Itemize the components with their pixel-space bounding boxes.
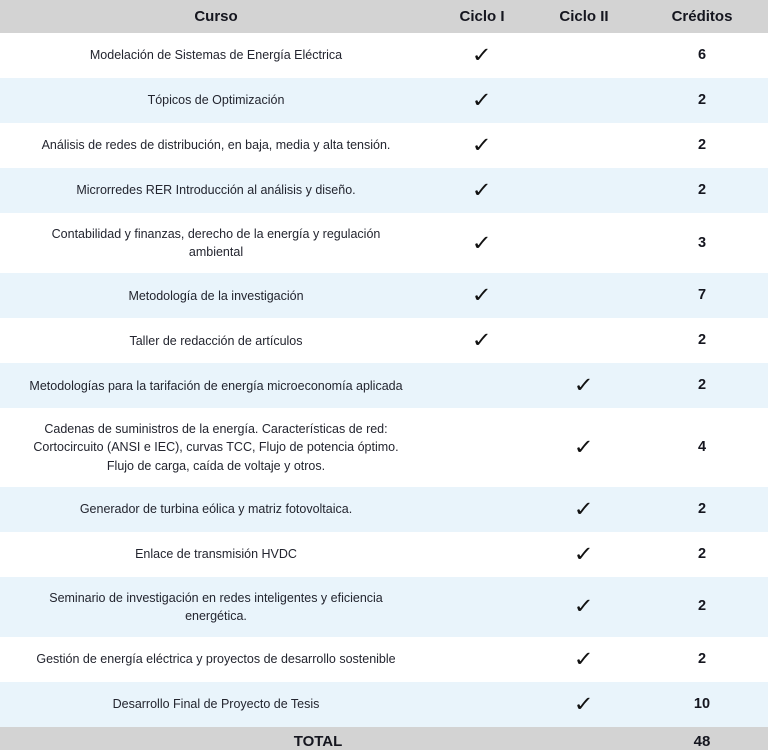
- table-row: [0, 532, 768, 577]
- ciclo-1-cell: [432, 33, 532, 78]
- check-icon: ✓: [471, 134, 493, 158]
- course-name: Gestión de energía eléctrica y proyectos de desarrollo sostenible: [0, 637, 432, 682]
- credits-value: 2: [636, 487, 768, 532]
- table-row: [0, 682, 768, 727]
- credits-value: 2: [636, 78, 768, 123]
- ciclo-1-cell: [432, 408, 532, 486]
- table-row: [0, 213, 768, 273]
- course-name: Taller de redacción de artículos: [0, 318, 432, 363]
- header-ciclo-2: Ciclo II: [532, 0, 636, 33]
- credits-value: 2: [636, 168, 768, 213]
- course-name: Contabilidad y finanzas, derecho de la energía y regulación ambiental: [0, 213, 432, 273]
- course-name: Modelación de Sistemas de Energía Eléctrica: [0, 33, 432, 78]
- ciclo-2-cell: [532, 33, 636, 78]
- course-name: Tópicos de Optimización: [0, 78, 432, 123]
- course-name: Desarrollo Final de Proyecto de Tesis: [0, 682, 432, 727]
- header-creditos: Créditos: [636, 0, 768, 33]
- credits-value: 10: [636, 682, 768, 727]
- total-row: [0, 727, 768, 750]
- table-row: [0, 363, 768, 408]
- check-icon: ✓: [471, 179, 493, 203]
- course-name: Microrredes RER Introducción al análisis y diseño.: [0, 168, 432, 213]
- ciclo-1-cell: [432, 318, 532, 363]
- table-row: [0, 487, 768, 532]
- ciclo-2-cell: [532, 408, 636, 486]
- course-name: Generador de turbina eólica y matriz fotovoltaica.: [0, 487, 432, 532]
- ciclo-2-cell: [532, 363, 636, 408]
- check-icon: ✓: [573, 436, 595, 460]
- check-icon: ✓: [471, 44, 493, 67]
- ciclo-1-cell: [432, 532, 532, 577]
- ciclo-1-cell: [432, 168, 532, 213]
- ciclo-1-cell: [432, 682, 532, 727]
- table-row: [0, 168, 768, 213]
- ciclo-2-cell: [532, 318, 636, 363]
- table-row: [0, 78, 768, 123]
- table-row: [0, 318, 768, 363]
- ciclo-2-cell: [532, 168, 636, 213]
- credits-value: 2: [636, 637, 768, 682]
- credits-value: 2: [636, 363, 768, 408]
- table-row: [0, 637, 768, 682]
- header-curso: Curso: [0, 0, 432, 33]
- ciclo-1-cell: [432, 363, 532, 408]
- ciclo-1-cell: [432, 123, 532, 168]
- ciclo-1-cell: [432, 213, 532, 273]
- credits-value: 3: [636, 213, 768, 273]
- course-name: Enlace de transmisión HVDC: [0, 532, 432, 577]
- course-name: Cadenas de suministros de la energía. Características de red: Cortocircuito (ANSI e IEC), curvas TCC, Flujo de potencia óptimo. Flujo de carga, caída de voltaje y otros.: [0, 408, 432, 486]
- check-icon: ✓: [573, 497, 595, 521]
- ciclo-1-cell: [432, 577, 532, 637]
- check-icon: ✓: [573, 693, 595, 717]
- check-icon: ✓: [573, 648, 595, 672]
- credits-value: 4: [636, 408, 768, 486]
- credits-value: 2: [636, 318, 768, 363]
- ciclo-1-cell: [432, 487, 532, 532]
- check-icon: ✓: [471, 329, 493, 353]
- ciclo-2-cell: [532, 78, 636, 123]
- check-icon: ✓: [471, 231, 493, 255]
- credits-value: 2: [636, 532, 768, 577]
- ciclo-2-cell: [532, 487, 636, 532]
- check-icon: ✓: [573, 595, 595, 619]
- total-label: TOTAL: [0, 727, 636, 750]
- course-name: Metodologías para la tarifación de energía microeconomía aplicada: [0, 363, 432, 408]
- credits-value: 6: [636, 33, 768, 78]
- ciclo-1-cell: [432, 78, 532, 123]
- credits-value: 7: [636, 273, 768, 318]
- table-row: [0, 123, 768, 168]
- ciclo-1-cell: [432, 637, 532, 682]
- check-icon: ✓: [471, 284, 493, 308]
- check-icon: ✓: [573, 374, 595, 398]
- total-creditos: 48: [636, 727, 768, 750]
- course-name: Análisis de redes de distribución, en baja, media y alta tensión.: [0, 123, 432, 168]
- header-row: [0, 0, 768, 33]
- ciclo-2-cell: [532, 577, 636, 637]
- ciclo-2-cell: [532, 682, 636, 727]
- table-row: [0, 577, 768, 637]
- table-row: [0, 273, 768, 318]
- ciclo-2-cell: [532, 273, 636, 318]
- ciclo-2-cell: [532, 123, 636, 168]
- credits-value: 2: [636, 577, 768, 637]
- course-name: Metodología de la investigación: [0, 273, 432, 318]
- check-icon: ✓: [573, 542, 595, 566]
- ciclo-2-cell: [532, 637, 636, 682]
- table-row: [0, 33, 768, 78]
- credits-value: 2: [636, 123, 768, 168]
- ciclo-2-cell: [532, 213, 636, 273]
- ciclo-2-cell: [532, 532, 636, 577]
- ciclo-1-cell: [432, 273, 532, 318]
- check-icon: ✓: [471, 89, 493, 113]
- header-ciclo-1: Ciclo I: [432, 0, 532, 33]
- table-row: [0, 408, 768, 486]
- course-name: Seminario de investigación en redes inteligentes y eficiencia energética.: [0, 577, 432, 637]
